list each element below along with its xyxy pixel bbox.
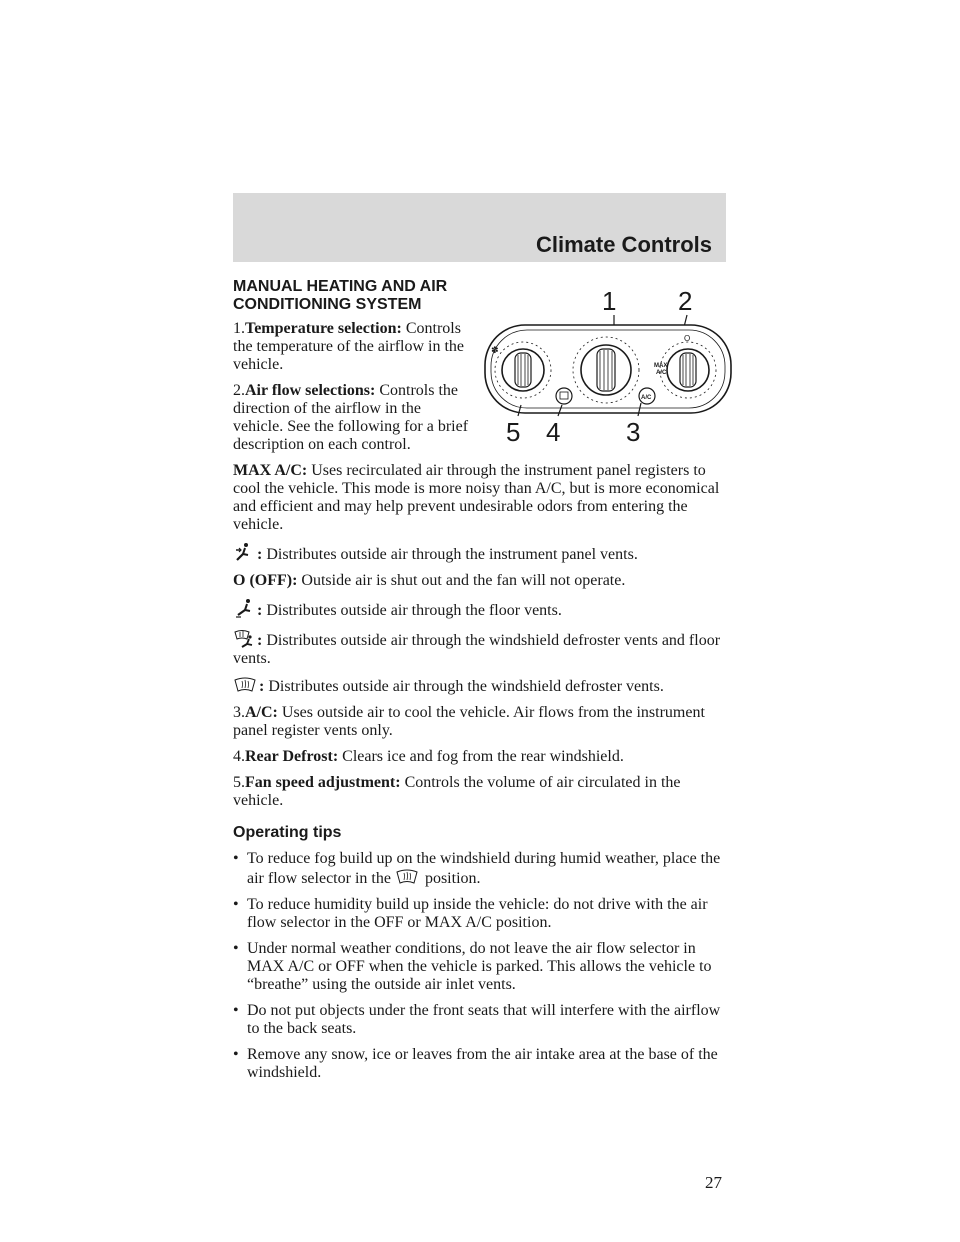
max-ac-label: MAX — [654, 363, 668, 369]
item-rear-defrost: 4.Rear Defrost: Clears ice and fog from the rear windshield. — [233, 748, 624, 765]
floor-vent-icon — [233, 598, 255, 618]
floor-defrost-icon — [233, 628, 255, 648]
callout-4: 4 — [546, 417, 561, 443]
mode-defrost: : Distributes outside air through the windshield defroster vents. — [233, 676, 728, 696]
panel-vent-icon — [233, 542, 255, 562]
section-title: MANUAL HEATING AND AIR CONDITIONING SYSTEM — [233, 278, 448, 313]
item-fan-speed: 5.Fan speed adjustment: Controls the volume of air circulated in the vehicle. — [233, 774, 681, 809]
item-ac: 3.A/C: Uses outside air to cool the vehicle. Air flows from the instrument panel register vents only. — [233, 704, 705, 739]
page-content — [233, 278, 728, 1090]
defrost-icon — [395, 868, 419, 886]
mode-max-ac: MAX A/C: Uses recirculated air through the instrument panel registers to cool the vehicle. This mode is more noisy than A/C, but is more economical and efficient and may help prevent undesirable odors from entering the vehicle. — [233, 462, 720, 533]
item-temperature: 1.Temperature selection: Controls the temperature of the airflow in the vehicle. — [233, 320, 465, 373]
mode-off: O (OFF): Outside air is shut out and the fan will not operate. — [233, 572, 626, 589]
header-band — [233, 193, 726, 262]
max-ac-label-2: A/C — [656, 370, 667, 376]
list-item: • Do not put objects under the front seats that will interfere with the airflow to the back seats. — [233, 1002, 721, 1037]
ac-button-label: A/C — [641, 395, 652, 401]
operating-tips-title: Operating tips — [233, 824, 342, 841]
list-item: • To reduce humidity build up inside the vehicle: do not drive with the air flow selector in the OFF or MAX A/C position. — [233, 896, 708, 931]
callout-5: 5 — [506, 417, 521, 443]
item-air-flow: 2.Air flow selections: Controls the direction of the airflow in the vehicle. See the following for a brief description on each control. — [233, 382, 469, 453]
callout-3: 3 — [626, 417, 641, 443]
page-title: Climate Controls — [535, 232, 712, 257]
list-item: • Remove any snow, ice or leaves from the air intake area at the base of the windshield. — [233, 1046, 718, 1081]
list-item: • To reduce fog build up on the windshield during humid weather, place the air flow selector in the position. — [233, 850, 721, 887]
list-item: • Under normal weather conditions, do not leave the air flow selector in MAX A/C or OFF when the vehicle is parked. This allows the vehicle to “breathe” using the outside air inlet vents. — [233, 940, 712, 993]
defrost-icon — [233, 676, 257, 694]
callout-2: 2 — [678, 286, 693, 316]
mode-floor: : Distributes outside air through the floor vents. — [233, 598, 728, 620]
page-number: 27 — [705, 1173, 722, 1192]
fan-icon: ✽ — [491, 346, 499, 356]
tips-list — [233, 850, 728, 1082]
off-mark: O — [684, 334, 691, 343]
mode-floor-defrost: : Distributes outside air through the windshield defroster vents and floor vents. — [233, 628, 728, 668]
mode-panel: : Distributes outside air through the instrument panel vents. — [233, 542, 728, 564]
callout-1: 1 — [602, 286, 617, 316]
